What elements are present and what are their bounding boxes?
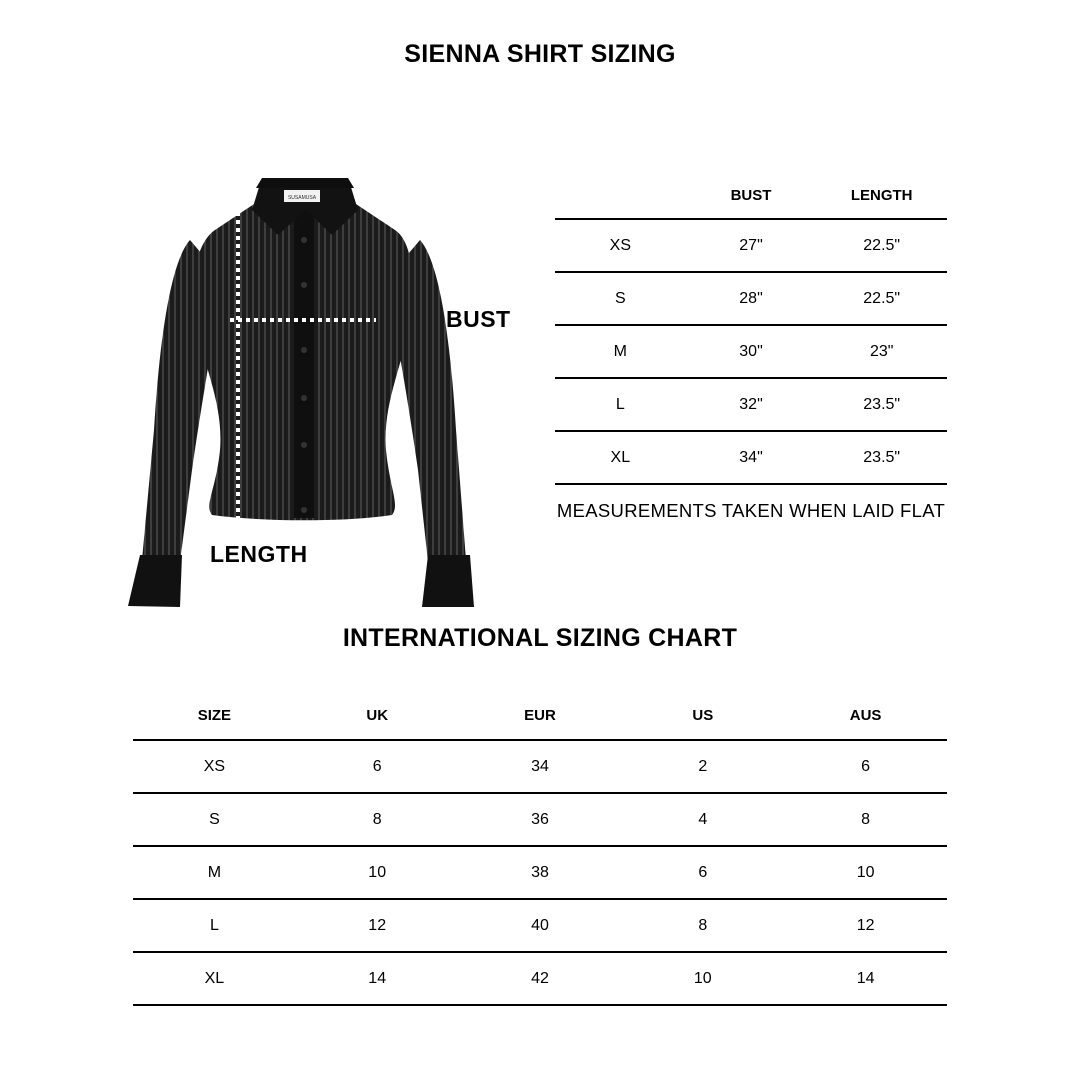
aus-cell: 12 <box>856 916 875 934</box>
header-cell: AUS <box>849 707 882 724</box>
bust-cell: 32" <box>739 395 763 413</box>
size-cell: XS <box>203 757 226 775</box>
us-cell: 10 <box>693 969 712 987</box>
uk-cell: 8 <box>372 810 382 828</box>
table-header-row <box>133 700 947 741</box>
bust-cell: 28" <box>739 289 763 307</box>
header-cell: SIZE <box>197 707 232 724</box>
size-cell: M <box>613 342 627 360</box>
table-row <box>555 326 947 379</box>
size-cell: XL <box>204 969 225 987</box>
length-cell: 23.5" <box>863 395 901 413</box>
table-row <box>133 741 947 794</box>
size-cell: L <box>209 916 219 934</box>
garment-measurement-table <box>555 180 947 485</box>
bust-cell: 30" <box>739 342 763 360</box>
table-header-row <box>555 180 947 220</box>
table-row <box>133 847 947 900</box>
page-title: SIENNA SHIRT SIZING <box>404 40 676 68</box>
size-cell: M <box>207 863 222 881</box>
eur-cell: 42 <box>531 969 549 987</box>
eur-cell: 40 <box>531 916 549 934</box>
table-row <box>555 220 947 273</box>
us-cell: 4 <box>698 810 708 828</box>
length-cell: 23.5" <box>863 448 901 466</box>
us-cell: 8 <box>698 916 708 934</box>
table-row <box>555 273 947 326</box>
table-row <box>133 900 947 953</box>
size-cell: L <box>615 395 625 413</box>
uk-cell: 14 <box>368 969 387 987</box>
header-cell: LENGTH <box>850 187 913 204</box>
header-cell: UK <box>366 707 389 724</box>
aus-cell: 10 <box>856 863 875 881</box>
uk-cell: 10 <box>368 863 387 881</box>
length-cell: 22.5" <box>863 236 901 254</box>
measurement-note: MEASUREMENTS TAKEN WHEN LAID FLAT <box>556 500 946 521</box>
aus-cell: 8 <box>861 810 871 828</box>
us-cell: 2 <box>698 757 708 775</box>
uk-cell: 12 <box>368 916 387 934</box>
size-cell: S <box>209 810 220 828</box>
header-cell <box>555 180 686 187</box>
intl-chart-title: INTERNATIONAL SIZING CHART <box>342 624 738 652</box>
us-cell: 6 <box>698 863 708 881</box>
table-row <box>133 794 947 847</box>
size-cell: XS <box>609 236 631 254</box>
header-cell: BUST <box>730 187 772 204</box>
bust-cell: 34" <box>739 448 763 466</box>
bust-cell: 27" <box>739 236 763 254</box>
brand-tag-text: SUSAMUSA <box>287 195 317 201</box>
aus-cell: 14 <box>856 969 875 987</box>
eur-cell: 38 <box>531 863 549 881</box>
table-row <box>555 432 947 485</box>
eur-cell: 36 <box>531 810 549 828</box>
eur-cell: 34 <box>531 757 549 775</box>
table-row <box>133 953 947 1006</box>
intl-sizing-table <box>133 700 947 1006</box>
uk-cell: 6 <box>372 757 382 775</box>
header-cell: US <box>692 707 714 724</box>
header-cell: EUR <box>524 707 556 724</box>
length-cell: 22.5" <box>863 289 901 307</box>
length-cell: 23" <box>869 342 894 360</box>
aus-cell: 6 <box>861 757 871 775</box>
length-label: LENGTH <box>210 541 308 567</box>
table-row <box>555 379 947 432</box>
size-cell: S <box>615 289 626 307</box>
bust-label: BUST <box>446 306 511 332</box>
size-cell: XL <box>610 448 631 466</box>
